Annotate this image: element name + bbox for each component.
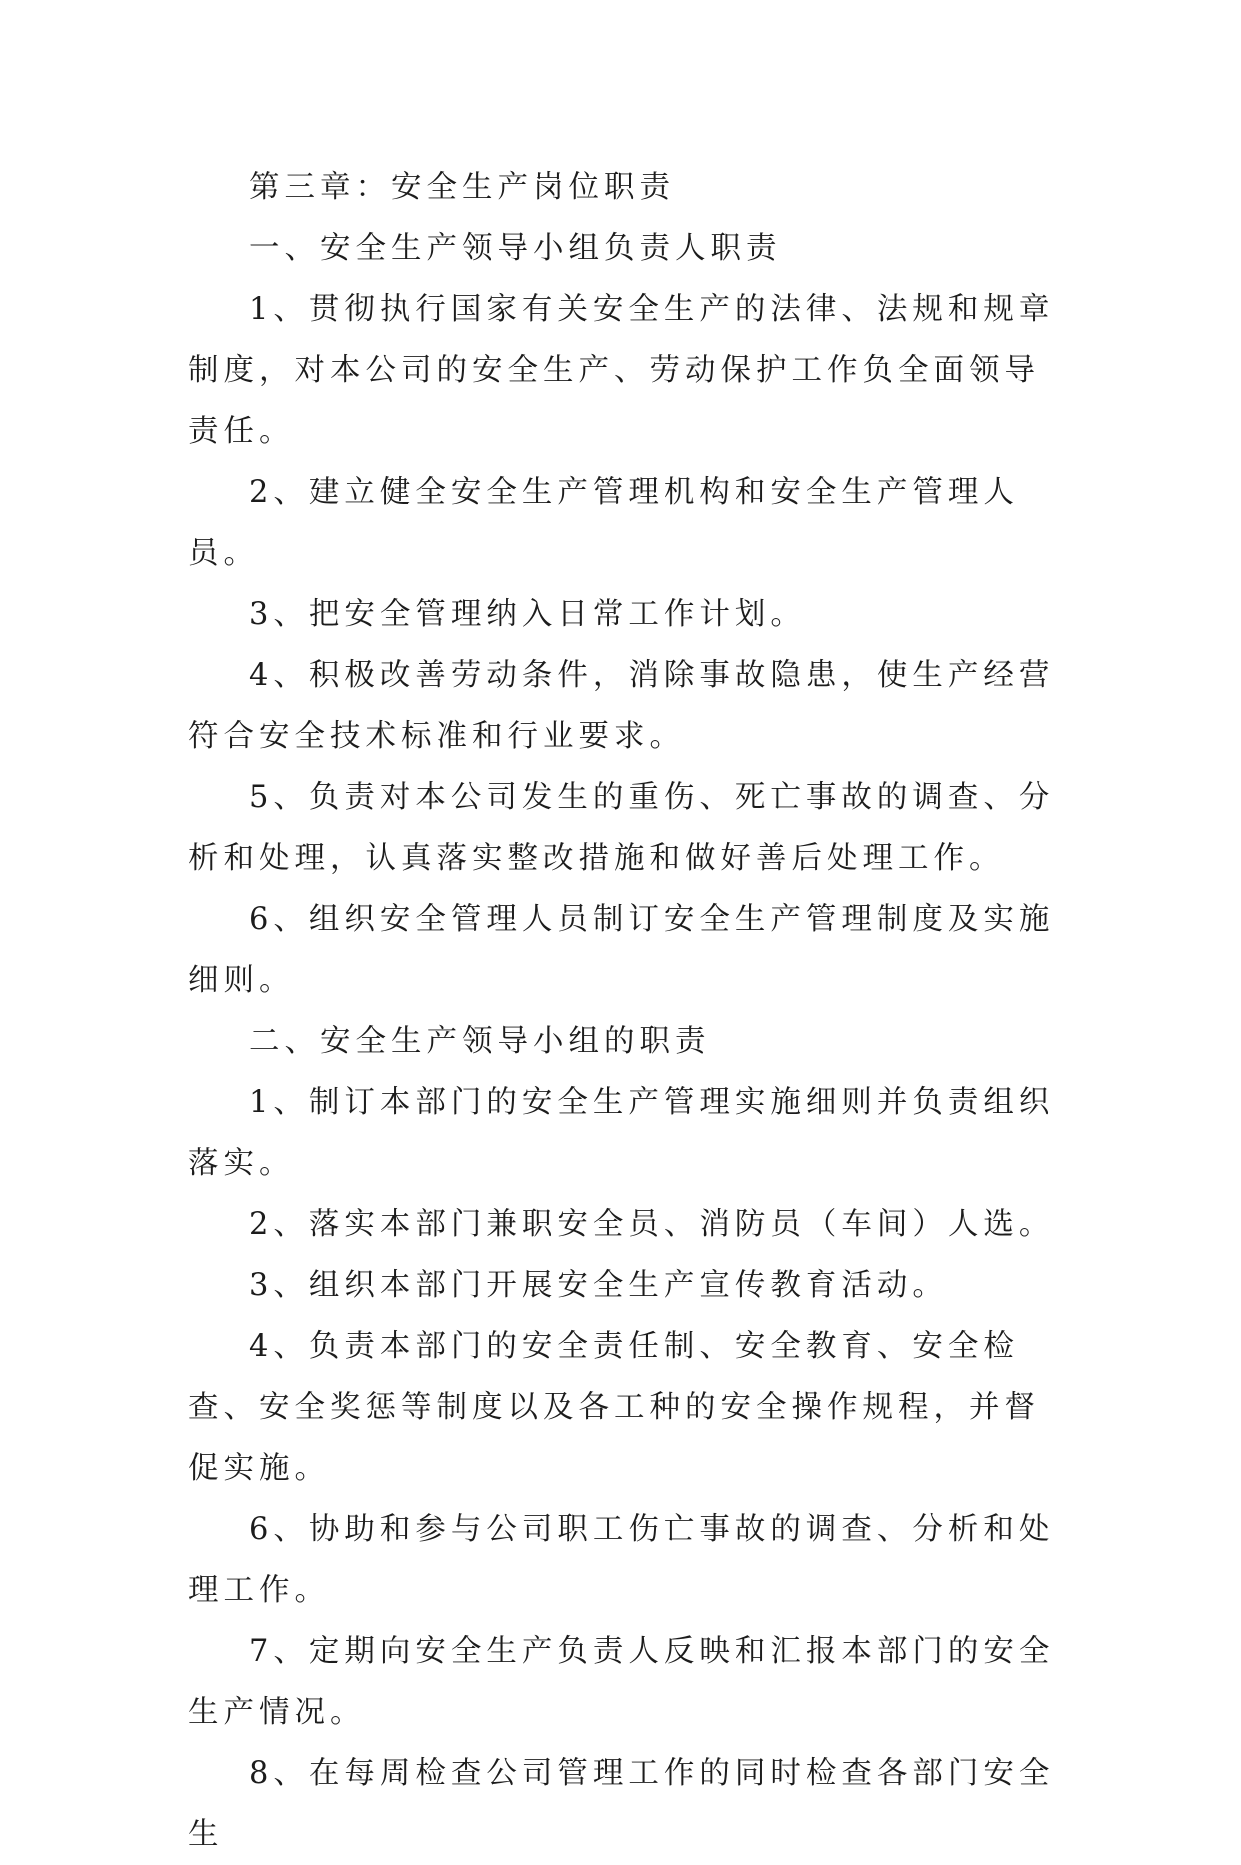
paragraph: 6、组织安全管理人员制订安全生产管理制度及实施细则。	[188, 902, 1055, 998]
section-heading: 二、安全生产领导小组的职责	[249, 1024, 711, 1059]
paragraph: 5、负责对本公司发生的重伤、死亡事故的调查、分析和处理，认真落实整改措施和做好善后处理工作。	[188, 780, 1055, 876]
paragraph: 1、贯彻执行国家有关安全生产的法律、法规和规章制度，对本公司的安全生产、劳动保护工作负全面领导责任。	[188, 292, 1055, 449]
paragraph: 8、在每周检查公司管理工作的同时检查各部门安全生	[188, 1756, 1055, 1852]
paragraph: 4、负责本部门的安全责任制、安全教育、安全检查、安全奖惩等制度以及各工种的安全操作规程，并督促实施。	[188, 1329, 1040, 1486]
paragraph: 6、协助和参与公司职工伤亡事故的调查、分析和处理工作。	[188, 1512, 1055, 1608]
paragraph: 4、积极改善劳动条件，消除事故隐患，使生产经营符合安全技术标准和行业要求。	[188, 658, 1055, 754]
section-heading: 一、安全生产领导小组负责人职责	[249, 231, 782, 266]
paragraph: 2、落实本部门兼职安全员、消防员（车间）人选。	[249, 1207, 1055, 1242]
paragraph: 2、建立健全安全生产管理机构和安全生产管理人员。	[188, 475, 1019, 571]
paragraph: 1、制订本部门的安全生产管理实施细则并负责组织落实。	[188, 1085, 1055, 1181]
chapter-title: 第三章：安全生产岗位职责	[249, 170, 675, 205]
paragraph: 3、组织本部门开展安全生产宣传教育活动。	[249, 1268, 948, 1303]
document-body	[188, 157, 1068, 1865]
paragraph: 3、把安全管理纳入日常工作计划。	[249, 597, 806, 632]
paragraph: 7、定期向安全生产负责人反映和汇报本部门的安全生产情况。	[188, 1634, 1055, 1730]
